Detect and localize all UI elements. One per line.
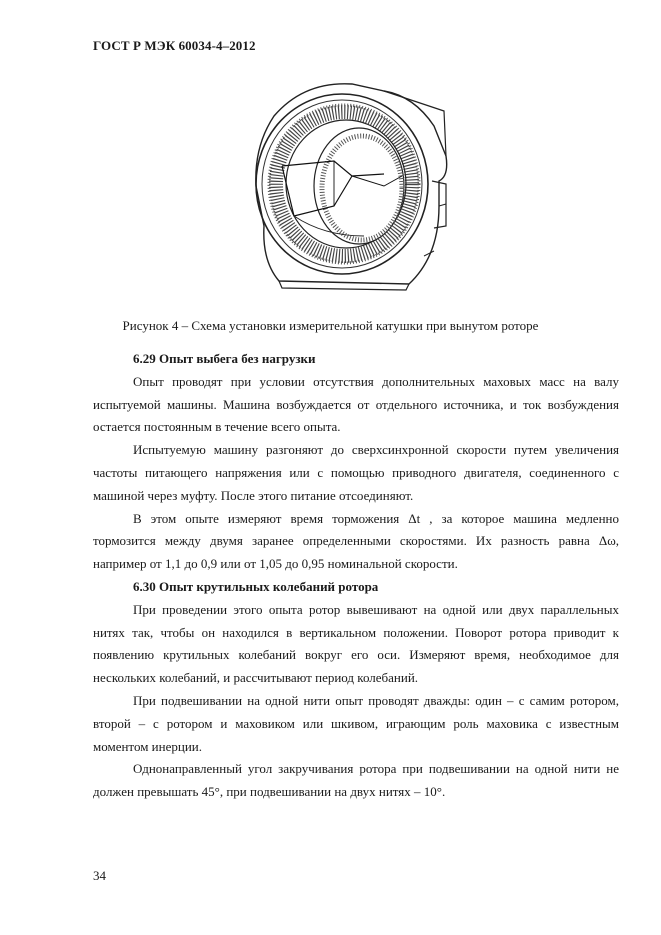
paragraph: Опыт проводят при условии отсутствия дополнительных маховых масс на валу испытуемой машины. Машина возбуждается от отдельного источника, и ток возбуждения остается постоянным в течение всего опыта. (93, 373, 619, 435)
paragraph: Испытуемую машину разгоняют до сверхсинхронной скорости путем увеличения частоты питающего напряжения или с помощью приводного двигателя, соединенного с машиной через муфту. После этого питание отсоединяют. (93, 442, 619, 503)
figure-caption: Рисунок 4 – Схема установки измерительной катушки при вынутом роторе (122, 318, 539, 333)
page-number: 34 (93, 868, 106, 883)
paragraph: В этом опыте измеряют время торможения Δt , за которое машина медленно тормозится между двумя заранее определенными скоростями. Их разность равна Δω, например от 1,1 до 0,9 или от 1,05 до 0,95 номинальной скорости. (93, 510, 619, 572)
document-header: ГОСТ Р МЭК 60034-4–2012 (93, 38, 256, 53)
section-heading: 6.30 Опыт крутильных колебаний ротора (133, 578, 379, 594)
stator-coil-figure (234, 76, 464, 296)
paragraph: При подвешивании на одной нити опыт проводят дважды: один – с самим ротором, второй – с ротором и маховиком или шкивом, играющим роль маховика с известным моментом инерции. (93, 692, 619, 754)
paragraph: Однонаправленный угол закручивания ротора при подвешивании на одной нити не должен превышать 45°, при подвешивании на двух нитях – 10°. (93, 761, 619, 800)
section-heading: 6.29 Опыт выбега без нагрузки (133, 351, 316, 366)
document-body (93, 348, 619, 804)
paragraph: При проведении этого опыта ротор вывешивают на одной или двух параллельных нитях так, чтобы он находился в вертикальном положении. Поворот ротора приводит к появлению крутильных колебаний вокруг его оси. Измеряют время, необходимое для нескольких колебаний, и рассчитывают период колебаний. (93, 601, 619, 686)
